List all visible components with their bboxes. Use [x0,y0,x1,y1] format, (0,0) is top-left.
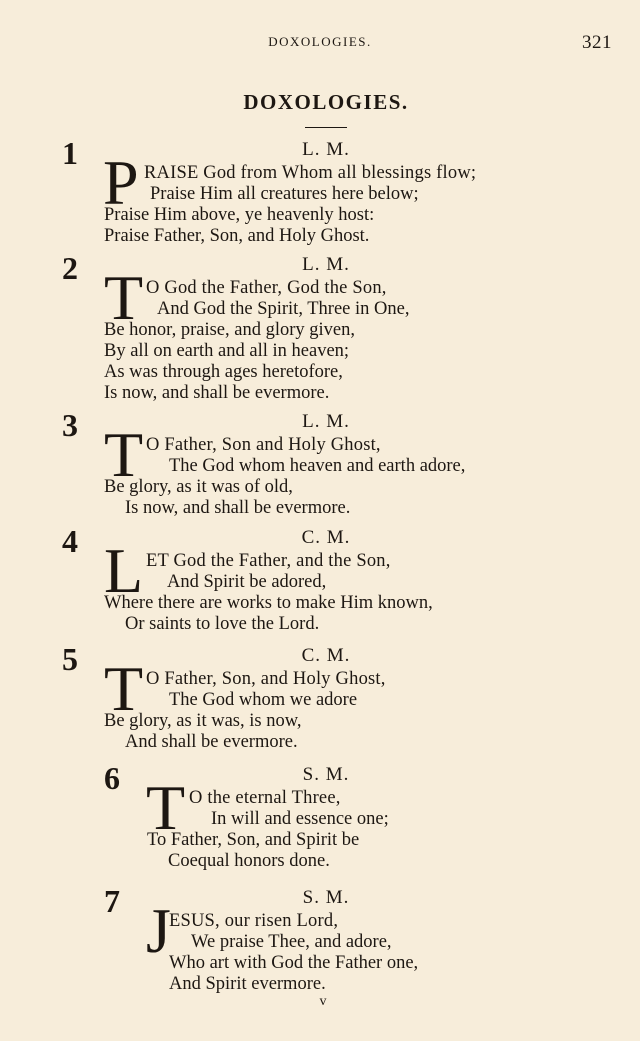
verse-line: Who art with God the Father one, [169,953,419,973]
verse-line: To Father, Son, and Spirit be [147,830,360,850]
verse-line: Be glory, as it was, is now, [104,711,302,731]
verse-line: Is now, and shall be evermore. [104,383,330,403]
verse-line: We praise Thee, and adore, [191,932,392,952]
verse-line: By all on earth and all in heaven; [104,341,350,361]
page-number: 321 [582,32,612,53]
verse-line: As was through ages heretofore, [104,362,343,382]
verse-line: And Spirit evermore. [169,974,326,994]
meter-label: C. M. [301,645,351,666]
verse-line: In will and essence one; [211,809,389,829]
verse-line: And God the Spirit, Three in One, [157,299,410,319]
meter-label: L. M. [302,254,350,275]
drop-cap: T [104,653,144,724]
verse-line: RAISE God from Whom all blessings flow; [144,163,477,183]
meter-label: L. M. [302,411,350,432]
verse-line: O the eternal Three, [189,788,341,808]
verse-line: The God whom heaven and earth adore, [169,456,466,476]
verse-line: O God the Father, God the Son, [146,278,387,298]
verse-line: And Spirit be adored, [167,572,327,592]
verse-line: O Father, Son and Holy Ghost, [146,435,381,455]
hymn-number: 7 [104,883,120,919]
drop-cap: T [146,772,186,843]
title-rule [305,127,347,128]
drop-cap: P [103,147,139,218]
meter-label: S. M. [302,764,350,785]
hymn-number: 5 [62,641,78,677]
verse-line: Or saints to love the Lord. [125,614,320,634]
verse-line: Praise Him all creatures here below; [150,184,419,204]
verse-line: The God whom we adore [169,690,358,710]
verse-line: And shall be evermore. [125,732,298,752]
verse-line: Praise Father, Son, and Holy Ghost. [104,226,370,246]
verse-line: Be honor, praise, and glory given, [104,320,356,340]
verse-line: ET God the Father, and the Son, [146,551,391,571]
drop-cap: T [104,262,144,333]
verse-line: O Father, Son, and Holy Ghost, [146,669,386,689]
section-title: DOXOLOGIES. [243,90,409,114]
drop-cap: L [104,535,144,606]
hymn-number: 4 [62,523,78,559]
verse-line: Be glory, as it was of old, [104,477,293,497]
running-head: DOXOLOGIES. [268,34,372,49]
verse-line: Where there are works to make Him known, [104,593,433,613]
drop-cap: T [104,419,144,490]
meter-label: L. M. [302,139,350,160]
verse-line: Praise Him above, ye heavenly host: [104,205,375,225]
verse-line: Coequal honors done. [168,851,330,871]
hymn-number: 1 [62,135,78,171]
verse-line: ESUS, our risen Lord, [169,911,339,931]
hymn-number: 3 [62,407,78,443]
hymn-number: 6 [104,760,120,796]
signature-mark: v [319,994,327,1009]
meter-label: S. M. [302,887,350,908]
drop-cap: J [146,895,171,966]
meter-label: C. M. [301,527,351,548]
verse-line: Is now, and shall be evermore. [125,498,351,518]
hymn-number: 2 [62,250,78,286]
